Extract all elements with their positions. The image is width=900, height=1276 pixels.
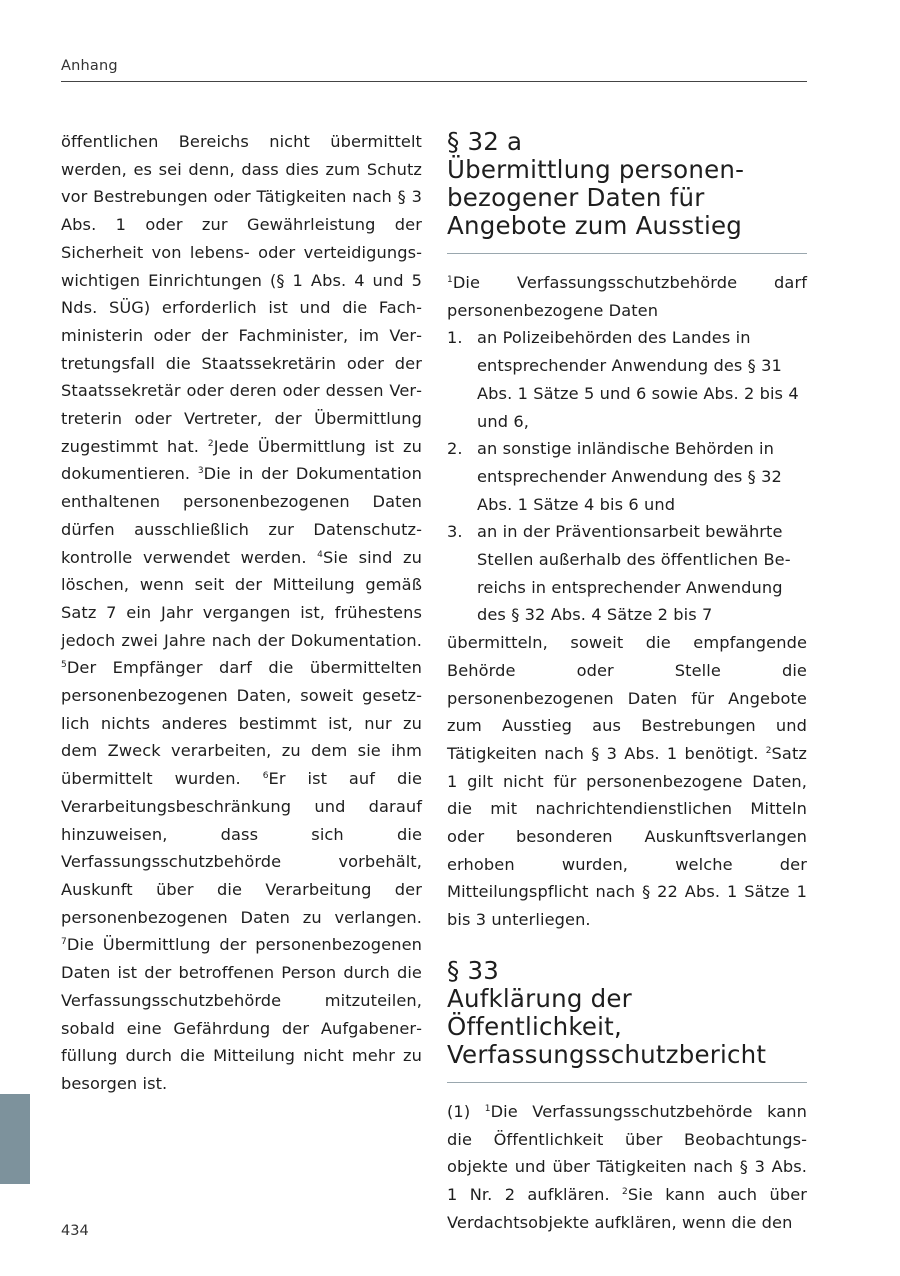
section-33-title: Aufklärung der Öffentlichkeit, Verfassungsschutzbericht (447, 983, 767, 1069)
sentence-marker: 6 (262, 771, 269, 782)
left-column (61, 128, 422, 1098)
sentence-marker: 4 (317, 549, 323, 560)
sentence-marker: 7 (61, 937, 67, 948)
running-head: Anhang (61, 58, 118, 74)
section-32a-intro: $^1$Die Verfassungsschutzbehörde darf personenbezogene Daten (447, 273, 807, 320)
section-32a-rule (447, 253, 807, 254)
section-32a-heading (447, 128, 807, 240)
sentence-marker: 2 (207, 438, 214, 449)
list-item (447, 435, 807, 518)
sentence-marker: 1 (484, 1103, 491, 1114)
section-33-heading (447, 957, 807, 1069)
section-33 (447, 957, 807, 1237)
sentence-marker: 1 (447, 275, 453, 285)
page-number: 434 (61, 1223, 89, 1239)
list-item-number: 2. (447, 439, 463, 459)
section-33-number: § 33 (447, 955, 500, 985)
sentence-marker: 2 (622, 1186, 628, 1197)
list-item (447, 324, 807, 435)
sentence-marker: 5 (61, 660, 67, 671)
section-33-paragraph: (1) $^1$Die Verfassungsschutzbehörde kann die Öffentlichkeit über Beobachtungsobjekte und über Tätigkeiten nach § 3 Abs. 1 Nr. 2 aufklären. $^2$Sie kann auch über Verdachtsobjekte aufklären, wenn die den (447, 1101, 808, 1232)
list-item-number: 3. (447, 522, 463, 542)
list-item-number: 1. (447, 328, 463, 348)
left-column-text: öffentlichen Bereichs nicht übermittelt werden, es sei denn, dass dies zum Schutz vor Bestrebungen oder Tätigkeiten nach § 3 Abs. 1 oder zur Gewährleistung der Sicherheit von lebens- oder verteidigungswichtigen Einrichtungen (§ 1 Abs. 4 und 5 Nds. SÜG) erforderlich ist und die Fachministerin oder der Fachminister, im Vertretungsfall die Staatssekretärin oder der Staatssekretär oder deren oder dessen Vertreterin oder Vertreter, der Übermittlung zugestimmt hat. $^2$Jede Übermittlung ist zu dokumentieren. $^3$Die in der Dokumentation enthaltenen personenbezogenen Daten dürfen ausschließlich zur Datenschutzkontrolle verwendet werden. $^4$Sie sind zu löschen, wenn seit der Mitteilung gemäß Satz 7 ein Jahr vergangen ist, frühestens jedoch zwei Jahre nach der Dokumentation. $^5$Der Empfänger darf die übermittelten personenbezogenen Daten, soweit gesetzlich nichts anderes bestimmt ist, nur zu dem Zweck verarbeiten, zu dem sie ihm übermittelt wurden. $^6$Er ist auf die Verarbeitungsbeschränkung und darauf hinzuweisen, dass sich die Verfassungsschutzbehörde vorbehält, Auskunft über die Verarbeitung der personenbezogenen Daten zu verlangen. $^7$Die Übermittlung der personenbezogenen Daten ist der betroffenen Person durch die Verfassungsschutzbehörde mitzuteilen, sobald eine Gefährdung der Aufgabenerfüllung durch die Mitteilung nicht mehr zu besorgen ist. (61, 132, 423, 1093)
list-item-text: an sonstige inländische Behörden in entsprechender Anwendung des § 32 Abs. 1 Sätze 4 bis 6 und (477, 439, 782, 514)
header-rule (61, 81, 807, 82)
section-33-rule (447, 1082, 807, 1083)
chapter-side-tab (0, 1094, 30, 1184)
section-32a-list (447, 324, 807, 629)
section-32a-title: Übermittlung personenbezogener Daten für Angebote zum Ausstieg (447, 155, 744, 240)
right-column (447, 128, 807, 1236)
section-32a-closing: übermitteln, soweit die empfangende Behörde oder Stelle die personenbezogenen Daten für Angebote zum Ausstieg aus Bestrebungen und Tätigkeiten nach § 3 Abs. 1 benötigt. $^2$Satz 1 gilt nicht für personenbezogene Daten, die mit nachrichtendienstlichen Mitteln oder besonderen Auskunftsverlangen erhoben wurden, welche der Mitteilungspflicht nach § 22 Abs. 1 Sätze 1 bis 3 unterliegen. (447, 633, 807, 930)
list-item-text: an Polizeibehörden des Landes in entsprechender Anwendung des § 31 Abs. 1 Sätze 5 und 6 sowie Abs. 2 bis 4 und 6, (477, 328, 799, 431)
list-item-text: an in der Präventionsarbeit bewährte Stellen außerhalb des öffentlichen Bereichs in entsprechender Anwendung des § 32 Abs. 4 Sätze 2 bis 7 (477, 522, 791, 625)
sentence-marker: 2 (765, 745, 772, 756)
list-item (447, 518, 807, 629)
sentence-marker: 3 (197, 466, 204, 477)
section-32a-number: § 32 a (447, 127, 523, 156)
section-32a (447, 128, 807, 934)
